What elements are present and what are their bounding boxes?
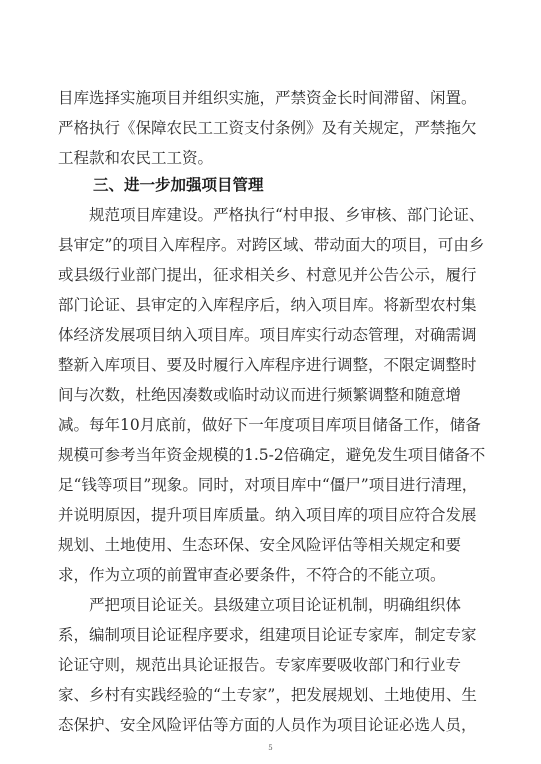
paragraph-line: 足“钱等项目”现象。同时，对项目库中“僵尸”项目进行清理， [58, 476, 478, 494]
paragraph-line: 规范项目库建设。严格执行“村申报、乡审核、部门论证、 [58, 206, 485, 224]
paragraph-line: 求，作为立项的前置审查必要条件，不符合的不能立项。 [58, 566, 446, 584]
paragraph-line: 规模可参考当年资金规模的1.5-2倍确定，避免发生项目储备不 [58, 446, 486, 464]
paragraph-line: 严把项目论证关。县级建立项目论证机制，明确组织体 [58, 596, 462, 614]
paragraph-line: 体经济发展项目纳入项目库。项目库实行动态管理，对确需调 [58, 326, 477, 344]
body-text-line: 目库选择实施项目并组织实施，严禁资金长时间滞留、闲置。 [58, 89, 477, 107]
paragraph-line: 县审定”的项目入库程序。对跨区域、带动面大的项目，可由乡 [58, 236, 485, 254]
paragraph-line: 论证守则，规范出具论证报告。专家库要吸收部门和行业专 [58, 656, 462, 674]
paragraph-line: 规划、土地使用、生态环保、安全风险评估等相关规定和要 [58, 536, 462, 554]
page-number: 5 [268, 744, 273, 752]
paragraph-line: 并说明原因，提升项目库质量。纳入项目库的项目应符合发展 [58, 506, 477, 524]
paragraph-line: 或县级行业部门提出，征求相关乡、村意见并公告公示，履行 [58, 266, 477, 284]
paragraph-line: 态保护、安全风险评估等方面的人员作为项目论证必选人员， [58, 716, 477, 734]
paragraph-line: 部门论证、县审定的入库程序后，纳入项目库。将新型农村集 [58, 296, 477, 314]
paragraph-line: 系，编制项目论证程序要求，组建项目论证专家库，制定专家 [58, 626, 477, 644]
section-heading: 三、进一步加强项目管理 [93, 176, 264, 194]
paragraph-line: 家、乡村有实践经验的“土专家”，把发展规划、土地使用、生 [58, 686, 477, 704]
body-text-line: 严格执行《保障农民工工资支付条例》及有关规定，严禁拖欠 [58, 119, 477, 137]
body-text-line: 工程款和农民工工资。 [58, 149, 214, 167]
paragraph-line: 整新入库项目、要及时履行入库程序进行调整，不限定调整时 [58, 356, 477, 374]
paragraph-line: 减。每年10月底前，做好下一年度项目库项目储备工作，储备 [58, 416, 481, 434]
paragraph-line: 间与次数，杜绝因凑数或临时动议而进行频繁调整和随意增 [58, 386, 462, 404]
